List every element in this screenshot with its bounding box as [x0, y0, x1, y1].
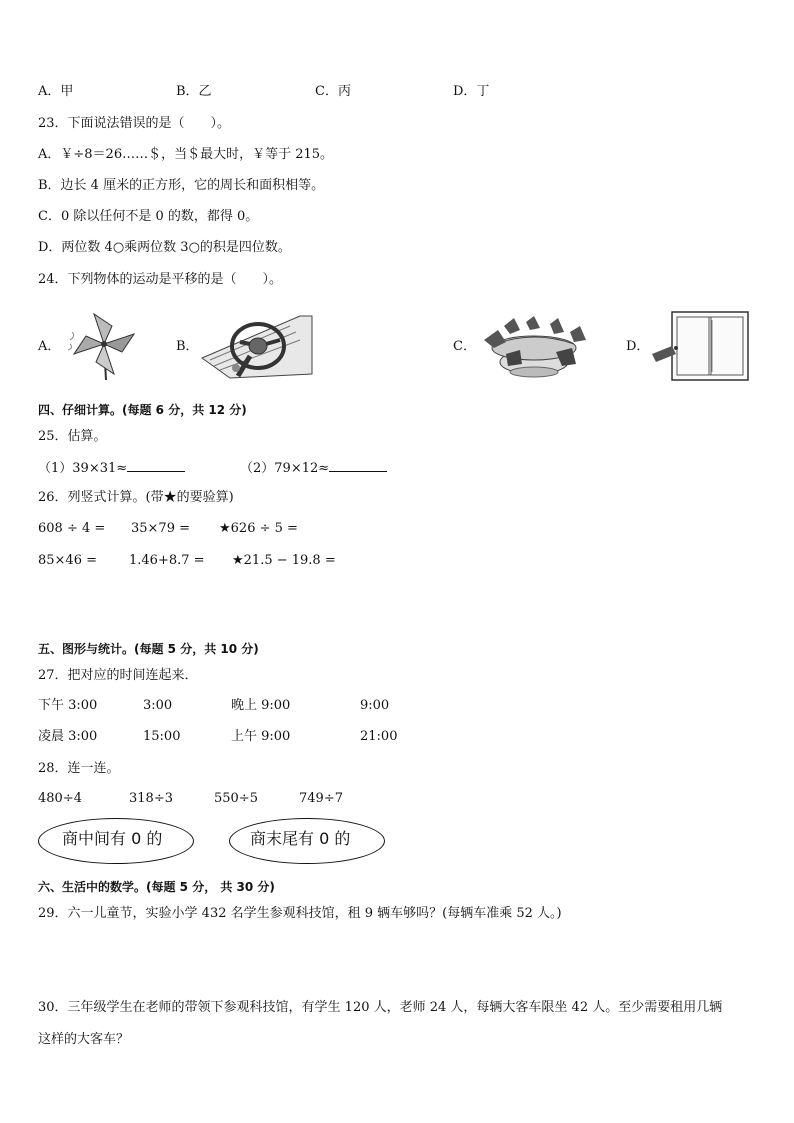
- q23-question: 23．下面说法错误的是（ ）。: [38, 116, 231, 131]
- q27-time: 下午 3:00: [38, 698, 98, 713]
- q23-option-b: B．边长 4 厘米的正方形，它的周长和面积相等。: [38, 178, 325, 193]
- q27-time: 晚上 9:00: [231, 698, 291, 713]
- q27-time: 凌晨 3:00: [38, 729, 98, 744]
- q27-question: 27．把对应的时间连起来．: [38, 668, 198, 683]
- q27-time: 9:00: [360, 698, 390, 713]
- q24-label-a: A．: [38, 339, 61, 354]
- q22-option-a: A．甲: [38, 84, 74, 99]
- q25-question: 25．估算。: [38, 429, 107, 444]
- q29-question: 29．六一儿童节，实验小学 432 名学生参观科技馆，租 9 辆车够吗？(每辆车准乘 52 人。): [38, 906, 562, 921]
- q26-expr: ★626 ÷ 5 =: [219, 521, 298, 536]
- section-6-title: 六、生活中的数学。(每题 5 分， 共 30 分): [38, 880, 275, 894]
- q22-option-b: B．乙: [176, 84, 212, 99]
- q30-question-line-2: 这样的大客车？: [38, 1032, 130, 1047]
- q28-item: 318÷3: [129, 791, 173, 806]
- q24-label-d: D．: [626, 339, 650, 354]
- category-label: 商末尾有 0 的: [250, 829, 351, 848]
- q22-option-d: D．丁: [453, 84, 490, 99]
- q25-item-1: [38, 459, 185, 477]
- q26-expr: 35×79 =: [131, 521, 191, 536]
- q30-question-line-1: 30．三年级学生在老师的带领下参观科技馆，有学生 120 人，老师 24 人，每辆大客车限坐 42 人。至少需要租用几辆: [38, 1000, 723, 1015]
- q25-item-2: [240, 459, 387, 477]
- sliding-window-image: [650, 310, 750, 382]
- q27-time: 3:00: [143, 698, 173, 713]
- q26-question: 26．列竖式计算。(带★的要验算): [38, 490, 234, 505]
- q27-time: 15:00: [143, 729, 181, 744]
- q24-label-b: B．: [176, 339, 199, 354]
- answer-blank[interactable]: [329, 459, 387, 472]
- q27-time: 21:00: [360, 729, 398, 744]
- q26-expr: ★21.5 − 19.8 =: [232, 553, 336, 568]
- q24-question: 24．下列物体的运动是平移的是（ ）。: [38, 272, 283, 287]
- q26-expr: 85×46 =: [38, 553, 98, 568]
- q25-item-1-text: （1）39×31≈: [38, 461, 128, 476]
- q23-option-d: D．两位数 4○乘两位数 3○的积是四位数。: [38, 240, 291, 255]
- q23-option-c: C．0 除以任何不是 0 的数，都得 0。: [38, 209, 259, 224]
- q28-item: 550÷5: [214, 791, 258, 806]
- q22-option-c: C．丙: [315, 84, 351, 99]
- q28-item: 749÷7: [299, 791, 343, 806]
- q26-expr: 1.46+8.7 =: [129, 553, 205, 568]
- category-label: 商中间有 0 的: [62, 829, 163, 848]
- answer-blank[interactable]: [127, 459, 185, 472]
- q28-question: 28．连一连。: [38, 761, 120, 776]
- carousel-image: [476, 310, 596, 382]
- q26-expr: 608 ÷ 4 =: [38, 521, 106, 536]
- q24-label-c: C．: [453, 339, 476, 354]
- pinwheel-image: [64, 306, 140, 382]
- section-5-title: 五、图形与统计。(每题 5 分，共 10 分): [38, 642, 259, 656]
- q25-item-2-text: （2）79×12≈: [240, 461, 330, 476]
- q28-item: 480÷4: [38, 791, 82, 806]
- q23-option-a: A．￥÷8＝26……＄，当＄最大时，￥等于 215。: [38, 147, 334, 162]
- section-4-title: 四、仔细计算。(每题 6 分，共 12 分): [38, 403, 247, 417]
- steering-wheel-image: [200, 312, 314, 380]
- q27-time: 上午 9:00: [231, 729, 291, 744]
